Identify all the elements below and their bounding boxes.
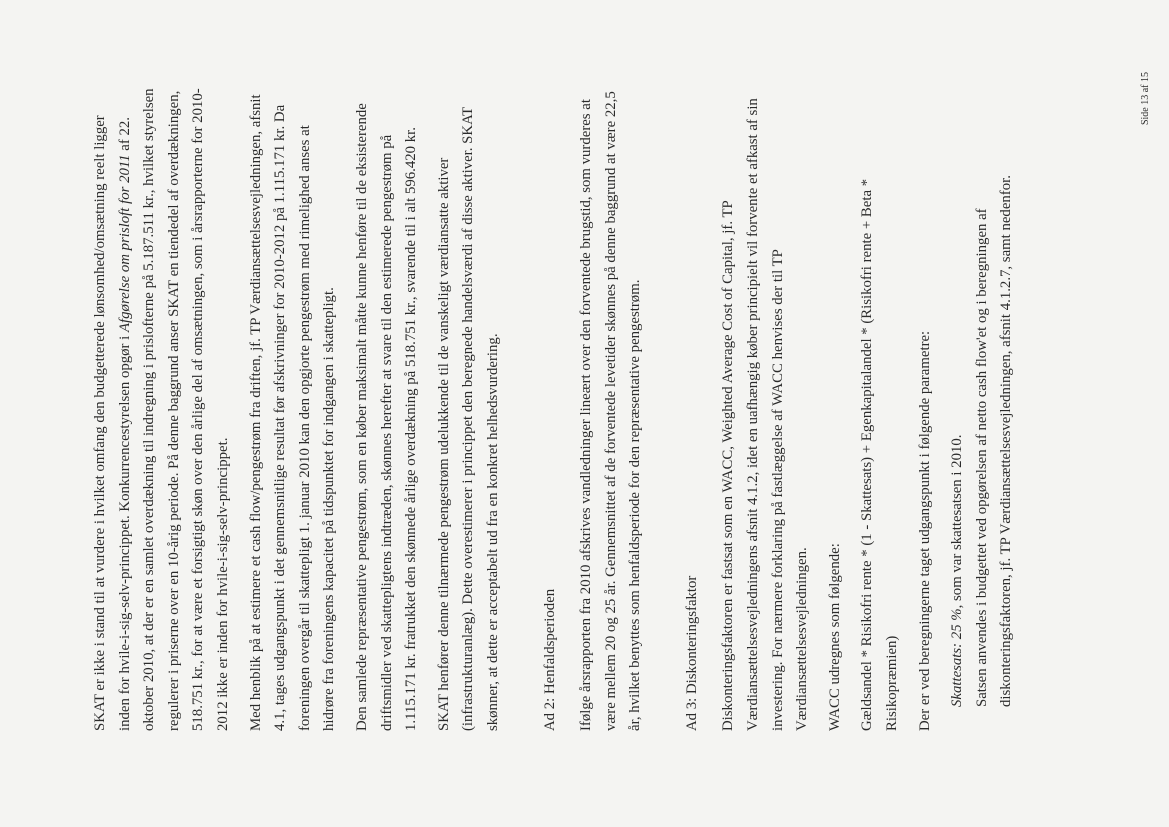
paragraph-cash-flow: Med henblik på at estimere et cash flow/pengestrøm fra driften, jf. TP Værdiansættelsesvejledningen, afsnit 4.1, tages udgangspunkt i det gennemsnitlige resultat før afskrivninger for 2010-2012 på 1.115.171 kr. Da foreningen overgår til skattepligt 1. januar 2010 kan den opgjorte pengestrøm med rimelighed anses at hidrøre fra foreningens kapacitet på tidspunktet for indgangen i skattepligt. [247,94,338,731]
paragraph-henfaldsperiode: Ifølge årsrapporten fra 2010 afskrives vandledninger lineært over den forventede brugstid, som vurderes at være mellem 20 og 25 år. Gennemsnittet af de forventede levetider skønnes på denne baggrund at være 22,5 år, hvilket benyttes som henfaldsperiode for den repræsentative pengestrøm. [578,91,644,731]
section-heading-diskonteringsfaktor: Ad 3: Diskonteringsfaktor [683,575,700,731]
paragraph-parametre: Der er ved beregningerne taget udgangspunkt i følgende parametre: [916,330,933,731]
paragraph-wacc-udregning: WACC udregnes som følgende: [826,543,843,731]
section-heading-henfaldsperioden: Ad 2: Henfaldsperioden [541,588,558,731]
text-run: SKAT er ikke i stand til at vurdere i hvilket omfang den budgetterede lønsomhed/omsætning reelt ligger inden for hvile-i-sig-selv-princippet. Konkurrencestyrelsen opgør i [92,115,133,731]
paragraph-pengestrom: Den samlede repræsentative pengestrøm, som en køber maksimalt måtte kunne henføre til de eksisterende driftsmidler ved skattepligtens indtræden, skønnes herefter at svare til den estimerede pengestrøm på 1.115.171 kr. fratrukket den skønnede årlige overdækning på 518.751 kr., svarende til i alt 596.420 kr. [353,103,420,731]
paragraph-wacc-intro: Diskonteringsfaktoren er fastsat som en WACC, Weighted Average Cost of Capital, jf. TP Værdiansættelsesvejledningens afsnit 4.1.2, idet en uafhængig køber principielt vil forvente et afkast af sin investering. For nærmere forklaring på fastlæggelse af WACC henvises der til TP Værdiansættelsesvejledningen. [720,98,811,731]
paragraph-overdaekning [88,80,236,731]
text-run: af 22. oktober 2010, at der er en samlet overdækning til indregning i prislofterne på 5.187.511 kr., hvilket styrelsen regulerer i priserne over en 10-årig periode. På denne baggrund anser SKAT en tiendedel af overdækningen, 518.751 kr., for at være et forsigtigt skøn over den årlige del af omsætningen, som i årsrapporterne for 2010-2012 ikke er inden for hvile-i-sig-selv-princippet. [116,88,231,731]
parameter-note: Satsen anvendes i budgettet ved opgørelsen af netto cash flow'et og i beregningen af diskonteringsfaktoren, jf. TP Værdiansættelsesvejledningen, afsnit 4.1.2.7, samt nedenfor. [973,175,1015,707]
decision-title: Afgørelse om prisloft for 2011 [116,154,133,332]
text-run: , som var skattesatsen i 2010. [949,434,966,609]
paragraph-infrastruktur: SKAT henfører denne tilnærmede pengestrøm udelukkende til de vanskeligt værdiansatte aktiver (infrastrukturanlæg). Dette overestimerer i princippet den beregnede handelsværdi af disse aktiver. SKAT skønner, at dette er acceptabelt ud fra en konkret helhedsvurdering. [435,107,501,731]
parameter-label: Skattesats: 25 % [949,608,966,707]
spacer [656,80,680,731]
spacer [514,80,538,731]
parameter-block [945,80,1019,707]
page-number: Side 13 af 15 [1140,72,1151,126]
paragraph-wacc-formel: Gældsandel * Risikofri rente * (1 - Skattesats) + Egenkapitalandel * (Risikofri rente + Beta * Risikopræmien) [859,178,901,731]
parameter-skattesats [945,80,970,707]
